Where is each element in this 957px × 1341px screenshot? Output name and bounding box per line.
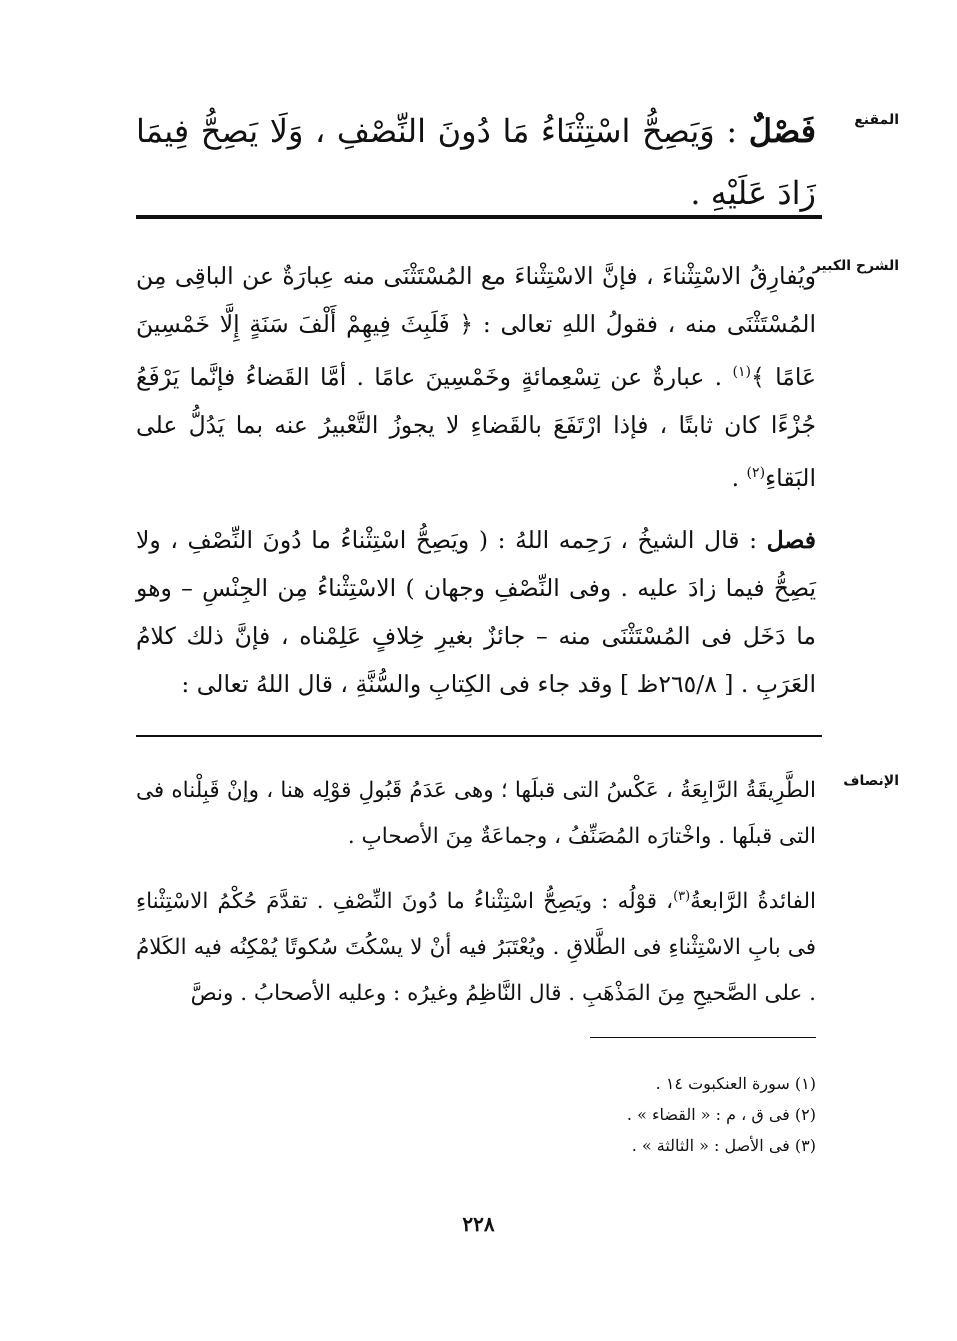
footnote-2: (٢) فى ق ، م : « القضاء » . (626, 1105, 816, 1124)
insaf-paragraph-1: الطَّرِيقَةُ الرَّابِعَةُ ، عَكْسُ التى قبلَها ؛ وهى عَدَمُ قَبُولِ قوْلِه هنا ، وإنْ قَبِلْناه فى التى قبلَها . واخْتارَه المُصَنِّفُ ، وجماعَةٌ مِنَ الأصحابِ . (136, 778, 816, 849)
insaf-p2-start: الفائدةُ الرَّابعةُ (690, 889, 816, 915)
section-label-sharh: الشرح الكبير (812, 258, 899, 274)
sharh-text (136, 252, 816, 722)
sharh-paragraph-2 (136, 516, 816, 708)
sharh-paragraph-1 (136, 252, 816, 502)
section-label-muqni: المقنع (854, 112, 899, 128)
insaf-paragraph-2 (136, 874, 816, 1017)
sharh-p1-end: . (731, 463, 747, 492)
muqni-body: : وَيَصِحُّ اسْتِثْنَاءُ مَا دُونَ النِّصْفِ ، وَلَا يَصِحُّ فِيمَا زَادَ عَلَيْهِ . (136, 112, 816, 212)
insaf-text (136, 768, 816, 1031)
sharh-p2-text: : قال الشيخُ ، رَحِمه اللهُ : ( ويَصِحُّ اسْتِثْناءُ ما دُونَ النِّصْفِ ، ولا يَصِحُّ فيما زادَ عليه . وفى النِّصْفِ وجهان ) الاسْتِثْناءُ مِن الجِنْسِ – وهو ما دَخَل فى المُسْتَثْنَى منه – جائزٌ بغيرِ خِلافٍ عَلِمْناه ، فإنَّ ذلك كلامُ العَرَبِ . [ ٢٦٥/٨ظ ] وقد جاء فى الكِتابِ والسُّنَّةِ ، قال اللهُ تعالى : (136, 525, 816, 698)
footnote-marker-3: (٣) (673, 889, 691, 904)
sharh-p2-keyword: فصل (766, 525, 816, 554)
page-number: ٢٢٨ (462, 1212, 495, 1236)
footnote-marker-2: (٢) (746, 464, 766, 481)
footnote-marker-1: (١) (732, 364, 752, 380)
section-divider-thick (136, 215, 822, 219)
section-divider-thin (136, 735, 822, 737)
section-label-insaf: الإنصاف (843, 773, 899, 789)
sharh-p1-text-2: . عبارةٌ عن تِسْعِمائةٍ وخَمْسِينَ عامًا . أمَّا القَضاءُ فإنَّما يَرْفَعُ جُزْءًا كان ثابتًا ، فإذا ارْتَفَعَ بالقَضاءِ لا يجوزُ التَّعْبيرُ عنه بما يَدُلُّ على البَقاءِ (136, 362, 816, 492)
insaf-p2-text: ، قوْلُه : ويَصِحُّ اسْتِثْناءُ ما دُونَ النِّصْفِ . تقدَّمَ حُكْمُ الاسْتِثْناءِ فى بابِ الاسْتِثْناءِ فى الطَّلاقِ . ويُعْتَبَرُ فيه أنْ لا يسْكُتَ سُكوتًا يُمْكِنُه فيه الكَلامُ . على الصَّحيحِ مِنَ المَذْهَبِ . قال النَّاظِمُ وغيرُه : وعليه الأصحابُ . ونصَّ (136, 889, 816, 1007)
footnote-1: (١) سورة العنكبوت ١٤ . (655, 1074, 816, 1093)
muqni-keyword: فَصْلٌ (748, 112, 816, 150)
footnote-3: (٣) فى الأصل : « الثالثة » . (631, 1136, 816, 1155)
footnotes (400, 1068, 816, 1161)
muqni-text (136, 100, 816, 224)
footnote-separator (590, 1037, 816, 1038)
sharh-p1-text: ويُفارِقُ الاسْتِثْناءَ ، فإنَّ الاسْتِثْناءَ مع المُسْتَثْنَى منه عِبارَةٌ عن الباقِى مِن المُسْتَثْنَى منه ، فقولُ اللهِ تعالى : ﴿ فَلَبِثَ فِيهِمْ أَلْفَ سَنَةٍ إِلَّا خَمْسِينَ عَامًا ﴾ (136, 262, 817, 391)
